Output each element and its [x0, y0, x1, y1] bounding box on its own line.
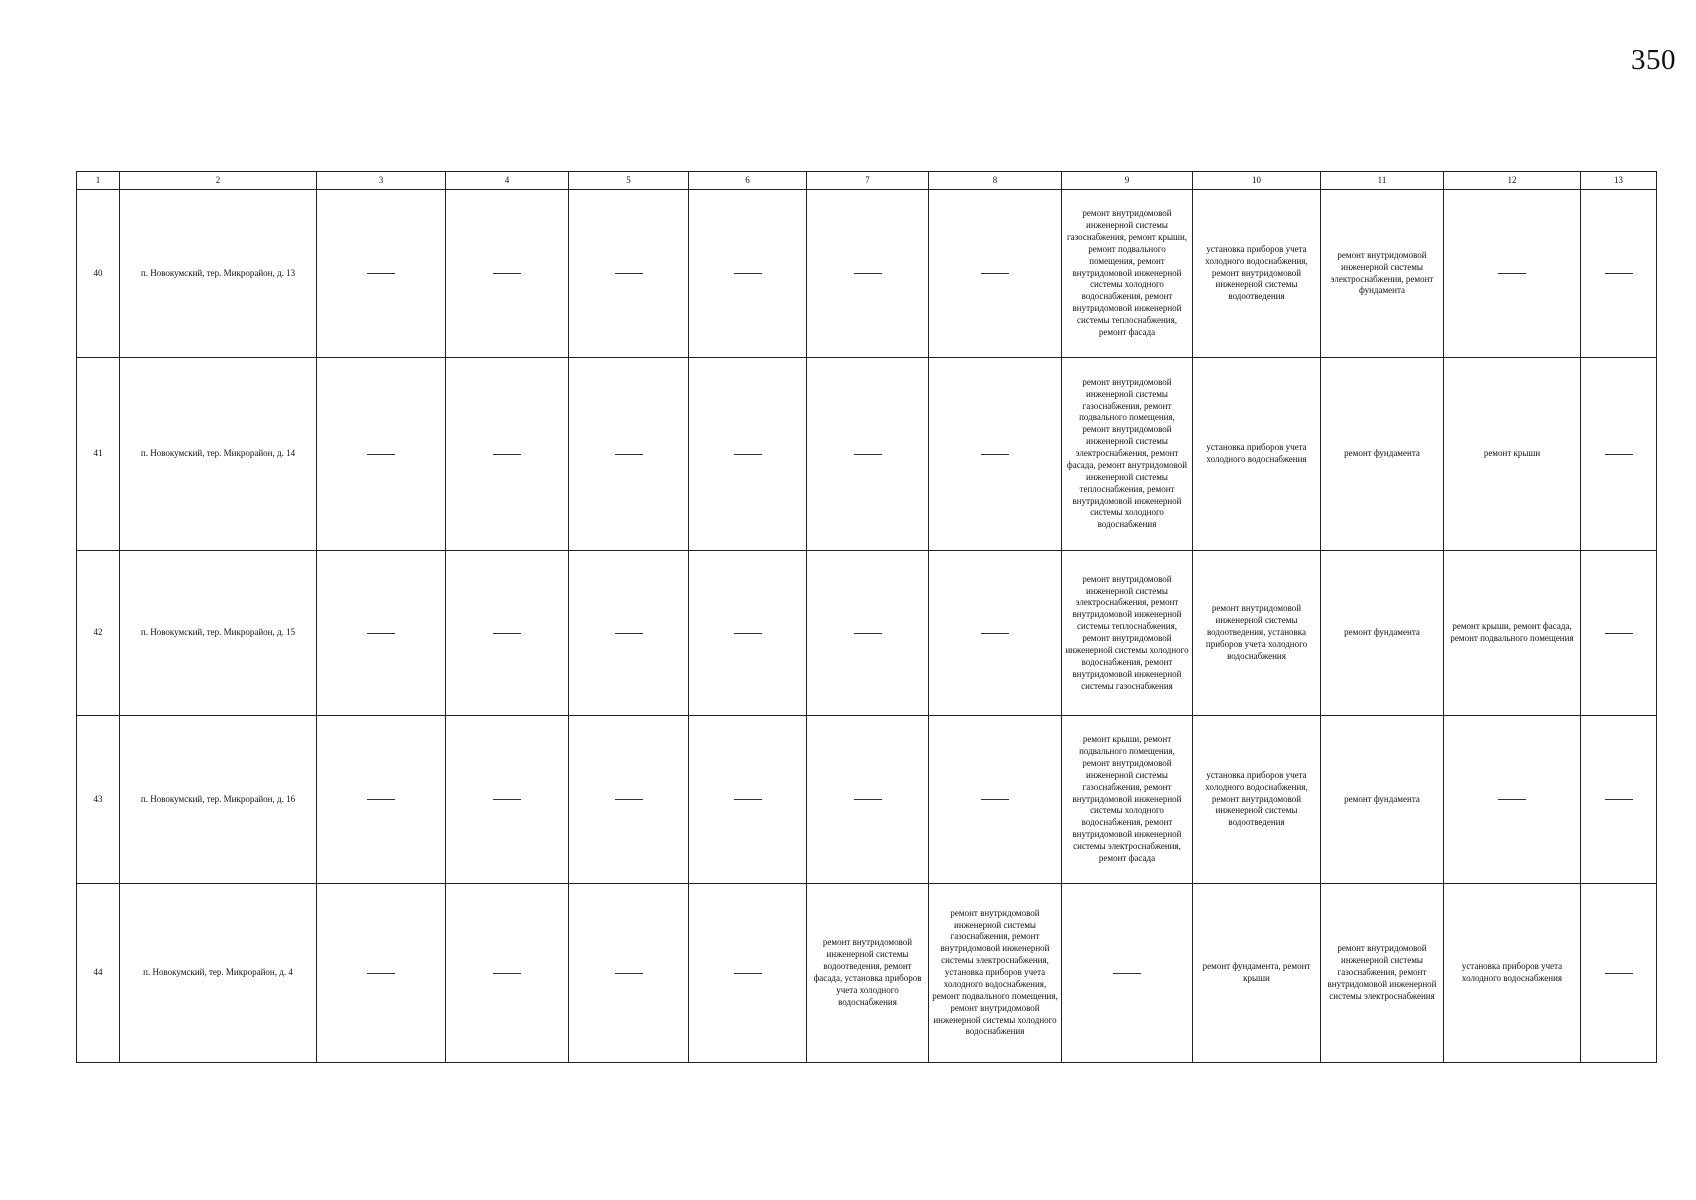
- column-header: 5: [569, 172, 689, 190]
- work-type-cell: установка приборов учета холодного водоснабжения, ремонт внутридомовой инженерной системы водоотведения: [1193, 190, 1321, 358]
- work-type-cell: установка приборов учета холодного водоснабжения, ремонт внутридомовой инженерной системы водоотведения: [1193, 716, 1321, 884]
- column-number-row: [77, 172, 1657, 190]
- dash-cell: [446, 716, 569, 884]
- dash-cell: [446, 884, 569, 1063]
- dash-mark: [493, 633, 521, 634]
- work-type-cell: ремонт внутридомовой инженерной системы газоснабжения, ремонт крыши, ремонт подвального помещения, ремонт внутридомовой инженерной системы холодного водоснабжения, ремонт внутридомовой инженерной системы теплоснабжения, ремонт фасада: [1062, 190, 1193, 358]
- dash-cell: [317, 551, 446, 716]
- dash-cell: [689, 716, 807, 884]
- dash-mark: [734, 799, 762, 800]
- row-number: 42: [77, 551, 120, 716]
- row-number: 40: [77, 190, 120, 358]
- dash-cell: [1444, 716, 1581, 884]
- work-type-cell: ремонт внутридомовой инженерной системы газоснабжения, ремонт внутридомовой инженерной системы электроснабжения: [1321, 884, 1444, 1063]
- work-type-cell: ремонт фундамента: [1321, 358, 1444, 551]
- dash-mark: [1605, 273, 1633, 274]
- dash-cell: [569, 190, 689, 358]
- dash-mark: [493, 454, 521, 455]
- table-row: [77, 190, 1657, 358]
- work-type-cell: ремонт фундамента, ремонт крыши: [1193, 884, 1321, 1063]
- dash-mark: [1498, 799, 1526, 800]
- dash-mark: [1605, 799, 1633, 800]
- dash-mark: [981, 633, 1009, 634]
- work-type-cell: ремонт внутридомовой инженерной системы электроснабжения, ремонт внутридомовой инженерной системы теплоснабжения, ремонт внутридомовой инженерной системы холодного водоснабжения, ремонт внутридомовой инженерной системы газоснабжения: [1062, 551, 1193, 716]
- column-header: 1: [77, 172, 120, 190]
- column-header: 10: [1193, 172, 1321, 190]
- dash-cell: [1444, 190, 1581, 358]
- work-type-cell: ремонт внутридомовой инженерной системы газоснабжения, ремонт внутридомовой инженерной системы электроснабжения, установка приборов учета холодного водоснабжения, ремонт подвального помещения, ремонт внутридомовой инженерной системы холодного водоснабжения: [929, 884, 1062, 1063]
- work-type-cell: ремонт фундамента: [1321, 716, 1444, 884]
- dash-cell: [929, 190, 1062, 358]
- column-header: 6: [689, 172, 807, 190]
- dash-mark: [981, 799, 1009, 800]
- dash-mark: [367, 973, 395, 974]
- column-header: 11: [1321, 172, 1444, 190]
- dash-mark: [615, 633, 643, 634]
- dash-mark: [367, 633, 395, 634]
- dash-cell: [1581, 716, 1657, 884]
- dash-mark: [367, 799, 395, 800]
- table-row: [77, 551, 1657, 716]
- dash-cell: [317, 884, 446, 1063]
- dash-mark: [854, 454, 882, 455]
- table-row: [77, 358, 1657, 551]
- dash-cell: [807, 358, 929, 551]
- dash-cell: [317, 716, 446, 884]
- repair-schedule-table: [76, 171, 1657, 1063]
- dash-mark: [1605, 454, 1633, 455]
- dash-mark: [493, 973, 521, 974]
- dash-mark: [981, 454, 1009, 455]
- dash-cell: [317, 190, 446, 358]
- dash-cell: [689, 190, 807, 358]
- address-cell: п. Новокумский, тер. Микрорайон, д. 16: [120, 716, 317, 884]
- dash-cell: [446, 358, 569, 551]
- table-row: [77, 884, 1657, 1063]
- table-row: [77, 716, 1657, 884]
- dash-mark: [493, 799, 521, 800]
- address-cell: п. Новокумский, тер. Микрорайон, д. 15: [120, 551, 317, 716]
- column-header: 4: [446, 172, 569, 190]
- work-type-cell: ремонт внутридомовой инженерной системы электроснабжения, ремонт фундамента: [1321, 190, 1444, 358]
- dash-cell: [807, 551, 929, 716]
- column-header: 9: [1062, 172, 1193, 190]
- work-type-cell: установка приборов учета холодного водоснабжения: [1444, 884, 1581, 1063]
- row-number: 41: [77, 358, 120, 551]
- dash-mark: [854, 633, 882, 634]
- dash-mark: [734, 973, 762, 974]
- address-cell: п. Новокумский, тер. Микрорайон, д. 4: [120, 884, 317, 1063]
- dash-cell: [569, 358, 689, 551]
- dash-cell: [1581, 190, 1657, 358]
- dash-mark: [615, 454, 643, 455]
- dash-mark: [615, 799, 643, 800]
- dash-cell: [807, 716, 929, 884]
- dash-cell: [689, 358, 807, 551]
- row-number: 43: [77, 716, 120, 884]
- dash-mark: [367, 454, 395, 455]
- dash-cell: [929, 358, 1062, 551]
- dash-cell: [446, 190, 569, 358]
- column-header: 7: [807, 172, 929, 190]
- dash-cell: [1581, 551, 1657, 716]
- dash-mark: [1113, 973, 1141, 974]
- column-header: 8: [929, 172, 1062, 190]
- dash-cell: [929, 551, 1062, 716]
- dash-cell: [569, 551, 689, 716]
- dash-mark: [493, 273, 521, 274]
- dash-mark: [734, 633, 762, 634]
- dash-cell: [807, 190, 929, 358]
- dash-cell: [689, 884, 807, 1063]
- dash-cell: [569, 884, 689, 1063]
- dash-mark: [1498, 273, 1526, 274]
- address-cell: п. Новокумский, тер. Микрорайон, д. 14: [120, 358, 317, 551]
- dash-cell: [1581, 884, 1657, 1063]
- work-type-cell: установка приборов учета холодного водоснабжения: [1193, 358, 1321, 551]
- work-type-cell: ремонт крыши: [1444, 358, 1581, 551]
- dash-mark: [854, 799, 882, 800]
- dash-cell: [1581, 358, 1657, 551]
- dash-mark: [615, 273, 643, 274]
- page-number: 350: [1631, 44, 1676, 76]
- dash-cell: [1062, 884, 1193, 1063]
- work-type-cell: ремонт внутридомовой инженерной системы водоотведения, ремонт фасада, установка приборов учета холодного водоснабжения: [807, 884, 929, 1063]
- dash-mark: [615, 973, 643, 974]
- dash-cell: [689, 551, 807, 716]
- dash-mark: [1605, 973, 1633, 974]
- dash-mark: [367, 273, 395, 274]
- dash-mark: [734, 454, 762, 455]
- work-type-cell: ремонт внутридомовой инженерной системы водоотведения, установка приборов учета холодного водоснабжения: [1193, 551, 1321, 716]
- column-header: 3: [317, 172, 446, 190]
- work-type-cell: ремонт крыши, ремонт фасада, ремонт подвального помещения: [1444, 551, 1581, 716]
- column-header: 2: [120, 172, 317, 190]
- dash-mark: [1605, 633, 1633, 634]
- dash-cell: [317, 358, 446, 551]
- work-type-cell: ремонт фундамента: [1321, 551, 1444, 716]
- column-header: 13: [1581, 172, 1657, 190]
- row-number: 44: [77, 884, 120, 1063]
- dash-cell: [569, 716, 689, 884]
- address-cell: п. Новокумский, тер. Микрорайон, д. 13: [120, 190, 317, 358]
- work-type-cell: ремонт внутридомовой инженерной системы газоснабжения, ремонт подвального помещения, ремонт внутридомовой инженерной системы электроснабжения, ремонт фасада, ремонт внутридомовой инженерной системы теплоснабжения, ремонт внутридомовой инженерной системы холодного водоснабжения: [1062, 358, 1193, 551]
- dash-cell: [446, 551, 569, 716]
- column-header: 12: [1444, 172, 1581, 190]
- dash-mark: [981, 273, 1009, 274]
- dash-cell: [929, 716, 1062, 884]
- work-type-cell: ремонт крыши, ремонт подвального помещения, ремонт внутридомовой инженерной системы газоснабжения, ремонт внутридомовой инженерной системы холодного водоснабжения, ремонт внутридомовой инженерной системы электроснабжения, ремонт фасада: [1062, 716, 1193, 884]
- dash-mark: [734, 273, 762, 274]
- dash-mark: [854, 273, 882, 274]
